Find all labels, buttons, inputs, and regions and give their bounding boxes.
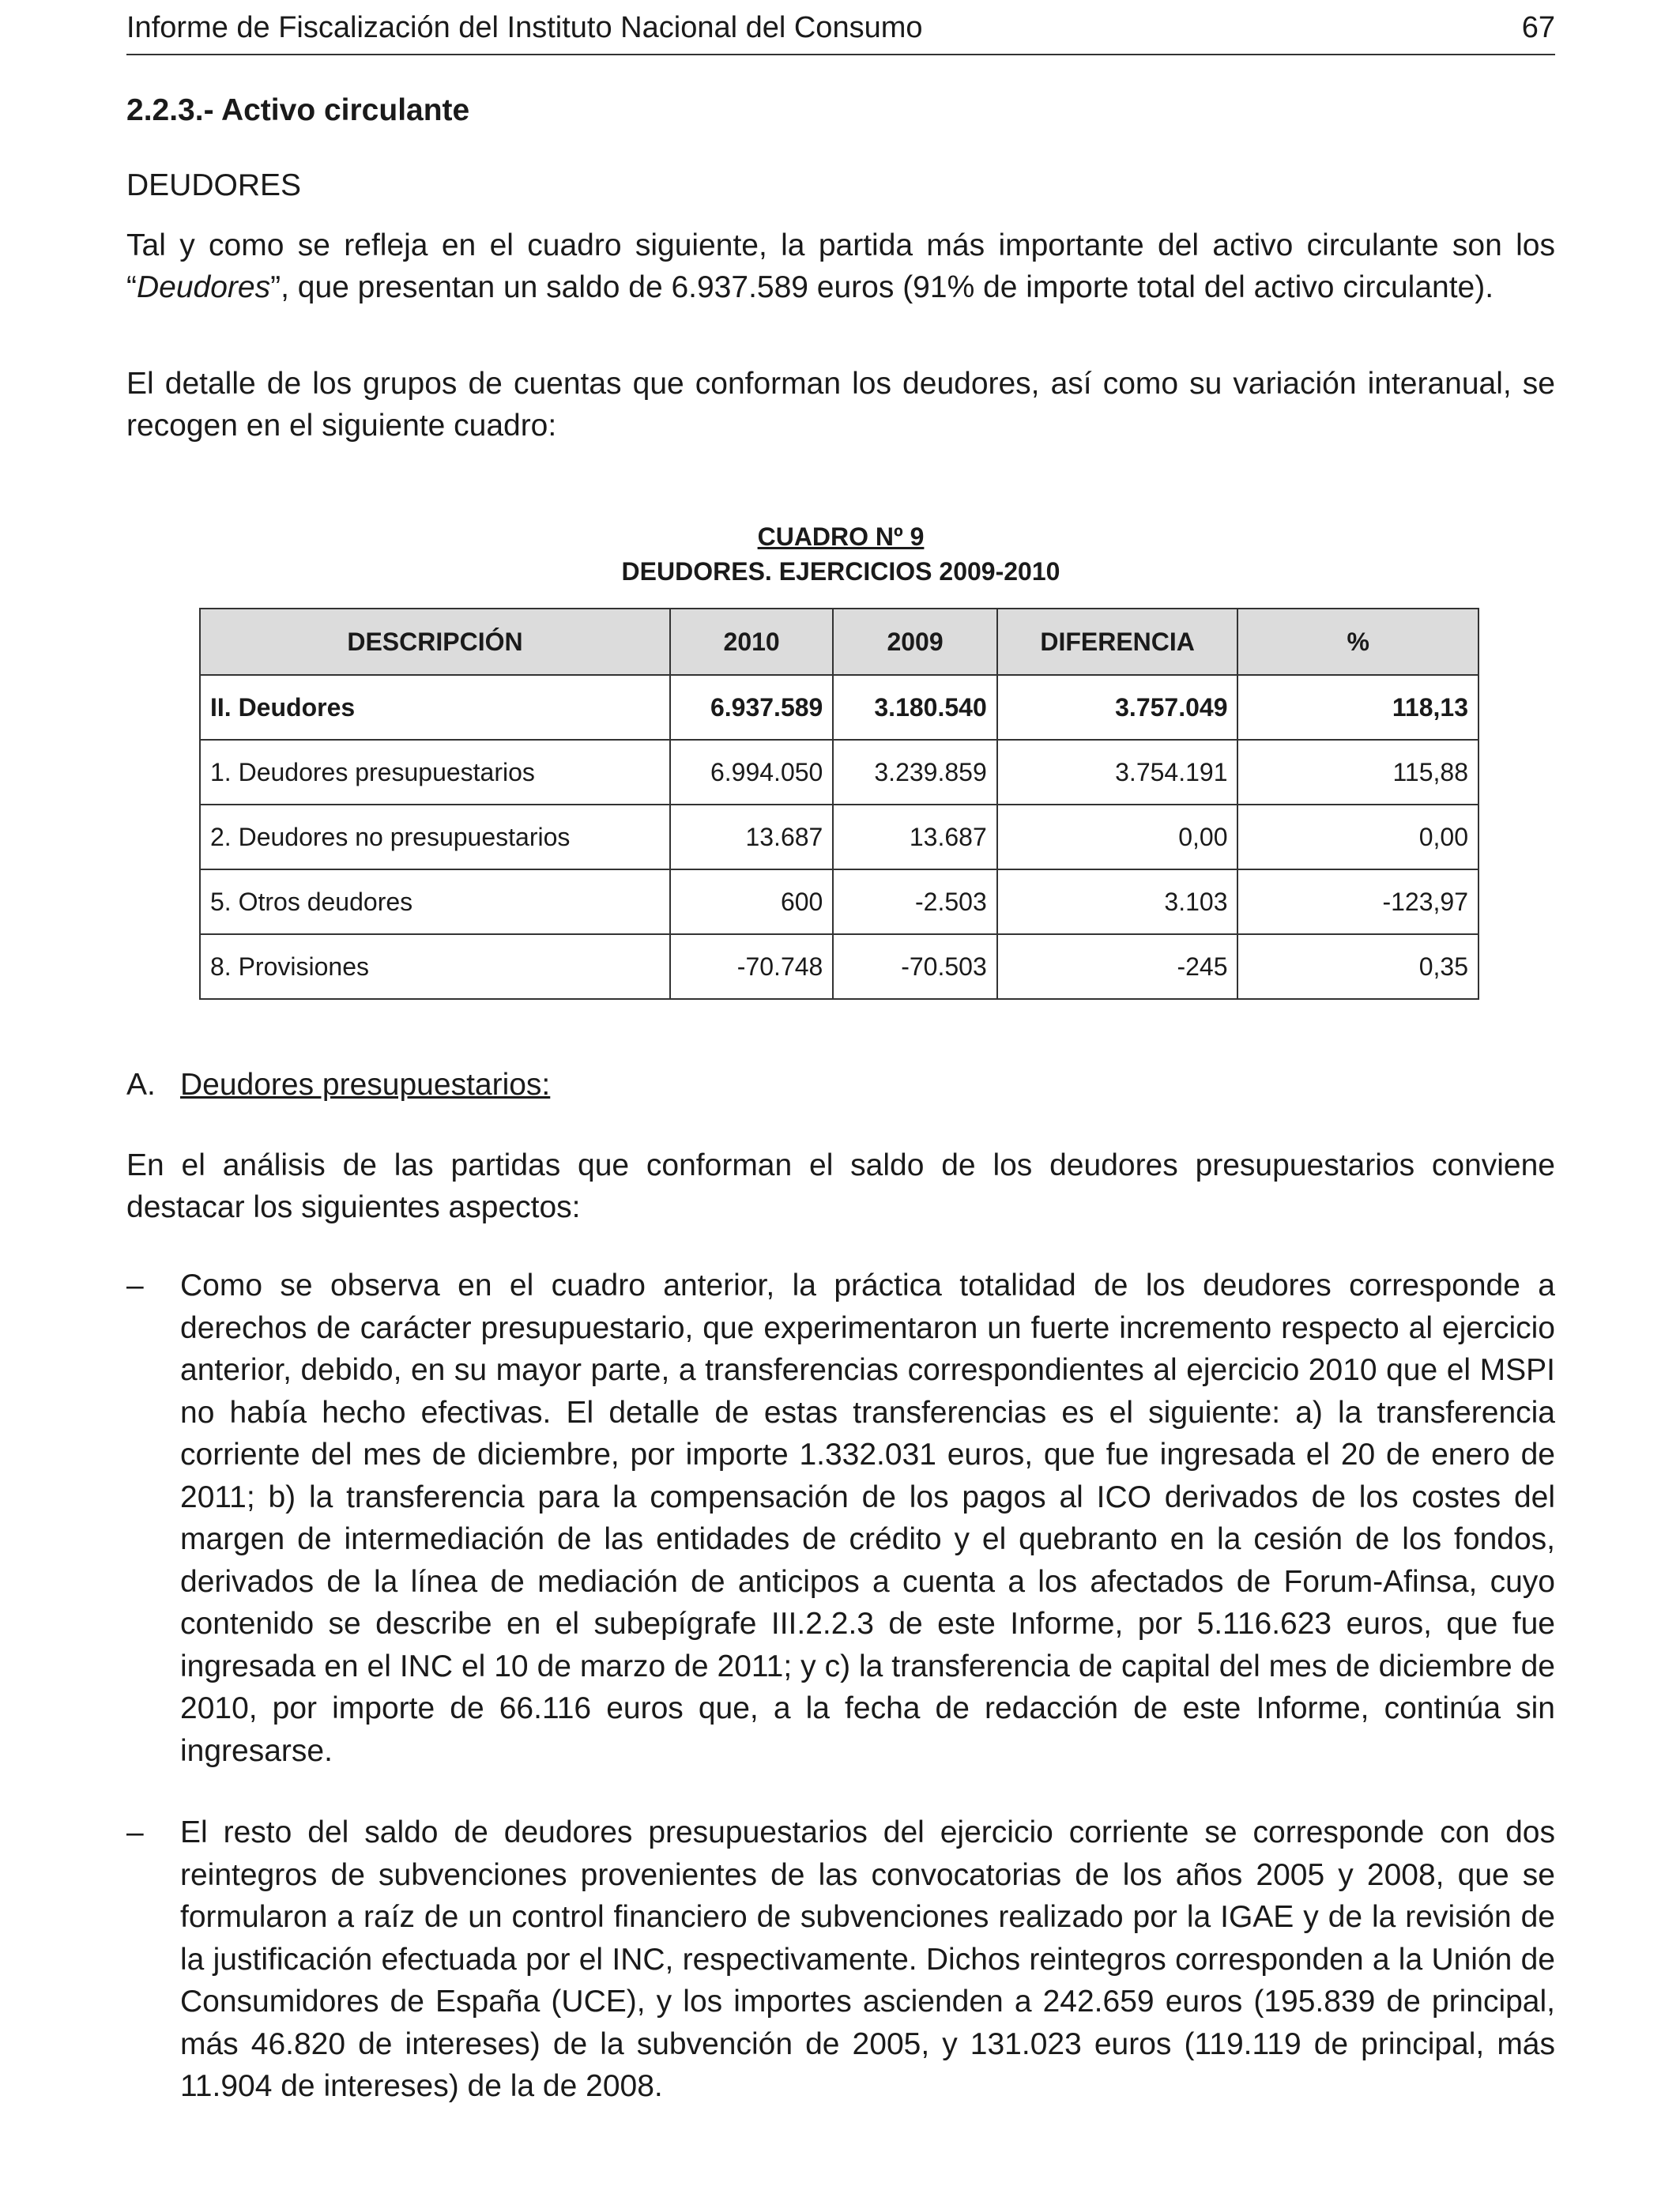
cell-2010: 6.994.050 [670,740,833,805]
cell-diferencia: -245 [997,934,1238,999]
table-row [200,869,1478,934]
deudores-table [199,608,1479,1000]
cell-2009: 3.239.859 [833,740,996,805]
cell-2009: 3.180.540 [833,675,996,740]
running-header [126,9,1555,55]
subsection-a-heading [126,1065,550,1105]
table-caption-number-text: CUADRO Nº 9 [757,522,925,551]
cell-2009: -70.503 [833,934,996,999]
bullet-item [126,1811,1555,2108]
cell-2009: -2.503 [833,869,996,934]
cell-diferencia: 3.103 [997,869,1238,934]
cell-descripcion: II. Deudores [200,675,670,740]
intro-paragraph-2 [126,363,1555,447]
subsection-a-title: Deudores presupuestarios: [180,1068,551,1102]
cell-porcentaje: 118,13 [1237,675,1478,740]
table-row [200,675,1478,740]
intro-p1-after: ”, que presentan un saldo de 6.937.589 euros (91% de importe total del activo circulante). [270,270,1494,304]
intro-paragraph-1 [126,224,1555,308]
cell-descripcion: 1. Deudores presupuestarios [200,740,670,805]
table-caption-title: DEUDORES. EJERCICIOS 2009-2010 [621,557,1060,586]
cell-diferencia: 3.757.049 [997,675,1238,740]
cell-descripcion: 5. Otros deudores [200,869,670,934]
bullet-text: Como se observa en el cuadro anterior, la práctica totalidad de los deudores corresponde a derechos de carácter presupuestario, que experimentaron un fuerte incremento respecto al ejercicio anterior, debido, en su mayor parte, a transferencias correspondientes al ejercicio 2010 que el MSPI no había hecho efectivas. El detalle de estas transferencias es el siguiente: a) la transferencia corriente del mes de diciembre, por importe 1.332.031 euros, que fue ingresada el 20 de enero de 2011; b) la transferencia para la compensación de los pagos al ICO derivados de los costes del margen de intermediación de las entidades de crédito y el quebranto en la cesión de los fondos, derivados de la línea de mediación de anticipos a cuenta a los afectados de Forum-Afinsa, cuyo contenido se describe en el subepígrafe III.2.2.3 de este Informe, por 5.116.623 euros, que fue ingresada en el INC el 10 de marzo de 2011; y c) la transferencia de capital del mes de diciembre de 2010, por importe de 66.116 euros que, a la fecha de redacción de este Informe, continúa sin ingresarse. [180,1269,1555,1768]
dash-bullet-icon: – [126,1815,144,1849]
header-2009: 2009 [833,609,996,675]
cell-descripcion: 2. Deudores no presupuestarios [200,805,670,869]
table-caption-number [126,520,1555,553]
bullet-text: El resto del saldo de deudores presupuestarios del ejercicio corriente se corresponde con dos reintegros de subvenciones provenientes de las convocatorias de los años 2005 y 2008, que se formularon a raíz de un control financiero de subvenciones realizado por la IGAE y de la revisión de la justificación efectuada por el INC, respectivamente. Dichos reintegros corresponden a la Unión de Consumidores de España (UCE), y los importes ascienden a 242.659 euros (195.839 de principal, más 46.820 de intereses) de la subvención de 2005, y 131.023 euros (119.119 de principal, más 11.904 de intereses) de la de 2008. [180,1815,1555,2103]
section-subheading: DEUDORES [126,168,302,202]
analysis-paragraph [126,1144,1555,1228]
cell-porcentaje: 0,35 [1237,934,1478,999]
intro-p2-text: El detalle de los grupos de cuentas que conforman los deudores, así como su variación interanual, se recogen en el siguiente cuadro: [126,367,1555,443]
analysis-paragraph-text: En el análisis de las partidas que conforman el saldo de los deudores presupuestarios conviene destacar los siguientes aspectos: [126,1148,1555,1224]
header-2010: 2010 [670,609,833,675]
dash-bullet-icon: – [126,1269,144,1302]
cell-porcentaje: -123,97 [1237,869,1478,934]
cell-diferencia: 0,00 [997,805,1238,869]
cell-2010: 600 [670,869,833,934]
intro-p1-italic: Deudores [137,270,271,304]
bullet-item [126,1265,1555,1772]
page-number: 67 [1521,11,1555,44]
header-diferencia: DIFERENCIA [997,609,1238,675]
intro-p1-before: Tal y como se refleja en el cuadro siguiente, la partida más importante del activo circulante son los “ [126,228,1555,304]
cell-descripcion: 8. Provisiones [200,934,670,999]
cell-porcentaje: 0,00 [1237,805,1478,869]
table-row [200,805,1478,869]
header-porcentaje: % [1237,609,1478,675]
cell-2009: 13.687 [833,805,996,869]
table-row [200,740,1478,805]
cell-porcentaje: 115,88 [1237,740,1478,805]
cell-2010: 13.687 [670,805,833,869]
table-row [200,934,1478,999]
header-descripcion: DESCRIPCIÓN [200,609,670,675]
cell-2010: 6.937.589 [670,675,833,740]
subsection-a-label: A. [126,1068,156,1102]
cell-diferencia: 3.754.191 [997,740,1238,805]
section-heading: 2.2.3.- Activo circulante [126,93,470,127]
report-title: Informe de Fiscalización del Instituto Nacional del Consumo [126,11,923,44]
cell-2010: -70.748 [670,934,833,999]
table-header-row [200,609,1478,675]
